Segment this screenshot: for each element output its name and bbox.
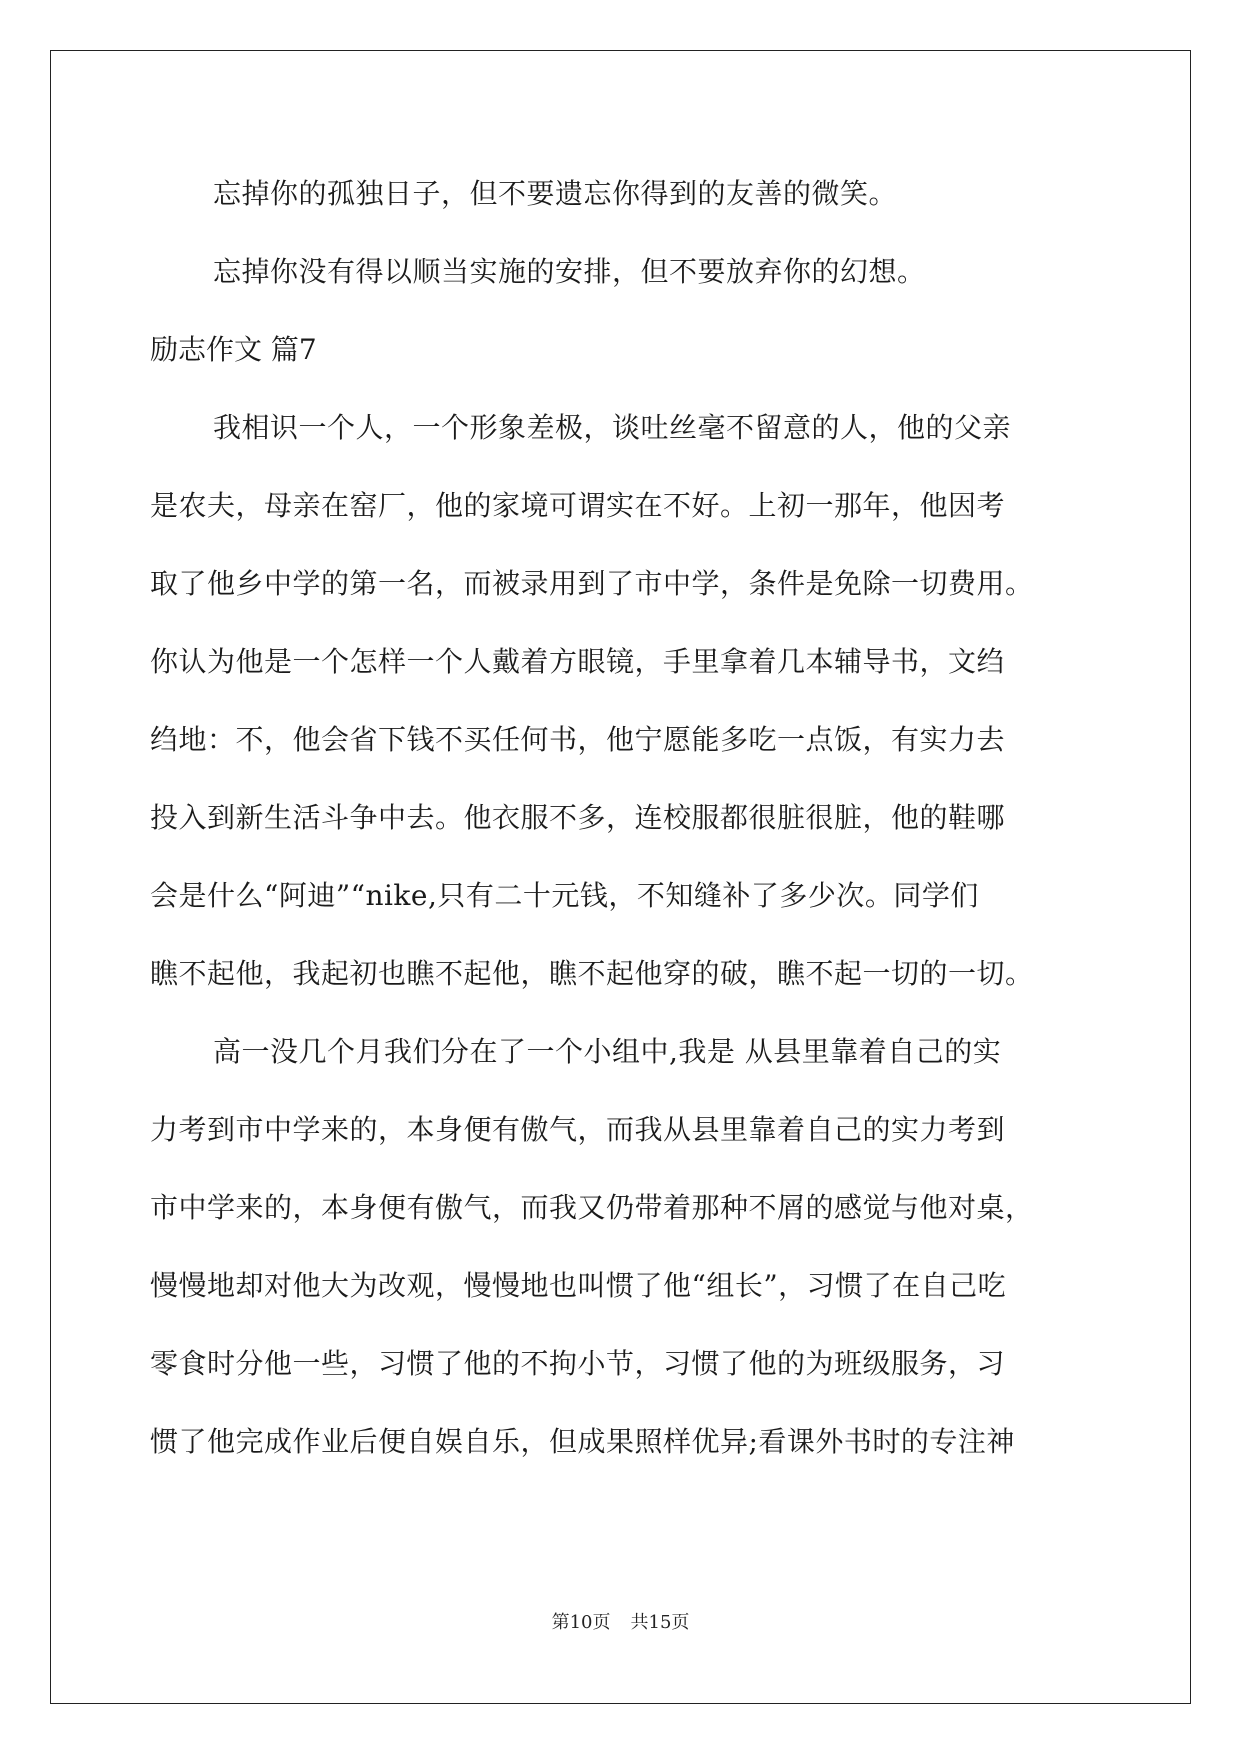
text-line: 会是什么“阿迪”“nike,只有二十元钱，不知缝补了多少次。同学们 [150,879,979,912]
text-line: 市中学来的，本身便有傲气，而我又仍带着那种不屑的感觉与他对桌， [150,1191,1034,1224]
text-line: 绉地：不，他会省下钱不买任何书，他宁愿能多吃一点饭，有实力去 [150,723,1006,756]
document-body [150,155,1090,1481]
text-line: 投入到新生活斗争中去。他衣服不多，连校服都很脏很脏，他的鞋哪 [150,801,1006,834]
text-line: 零食时分他一些，习惯了他的不拘小节，习惯了他的为班级服务，习 [150,1347,1006,1380]
text-line: 忘掉你没有得以顺当实施的安排，但不要放弃你的幻想。 [213,255,926,288]
text-line: 是农夫，母亲在窑厂，他的家境可谓实在不好。上初一那年，他因考 [150,489,1006,522]
page-number: 第10页 [551,1612,611,1633]
text-line: 高一没几个月我们分在了一个小组中,我是 从县里靠着自己的实 [213,1035,1002,1068]
text-line: 忘掉你的孤独日子，但不要遗忘你得到的友善的微笑。 [213,177,898,210]
text-line: 瞧不起他，我起初也瞧不起他，瞧不起他穿的破，瞧不起一切的一切。 [150,957,1034,990]
text-line: 惯了他完成作业后便自娱自乐，但成果照样优异;看课外书时的专注神 [150,1425,1015,1458]
text-line: 你认为他是一个怎样一个人戴着方眼镜，手里拿着几本辅导书，文绉 [150,645,1006,678]
text-line: 取了他乡中学的第一名，而被录用到了市中学，条件是免除一切费用。 [150,567,1034,600]
section-heading: 励志作文 篇7 [150,333,317,366]
text-line: 我相识一个人，一个形象差极，谈吐丝毫不留意的人，他的父亲 [213,411,1012,444]
page-total: 共15页 [630,1612,690,1633]
page-footer [0,1608,1241,1634]
text-line: 力考到市中学来的，本身便有傲气，而我从县里靠着自己的实力考到 [150,1113,1006,1146]
text-line: 慢慢地却对他大为改观，慢慢地也叫惯了他“组长”，习惯了在自己吃 [150,1269,1007,1302]
